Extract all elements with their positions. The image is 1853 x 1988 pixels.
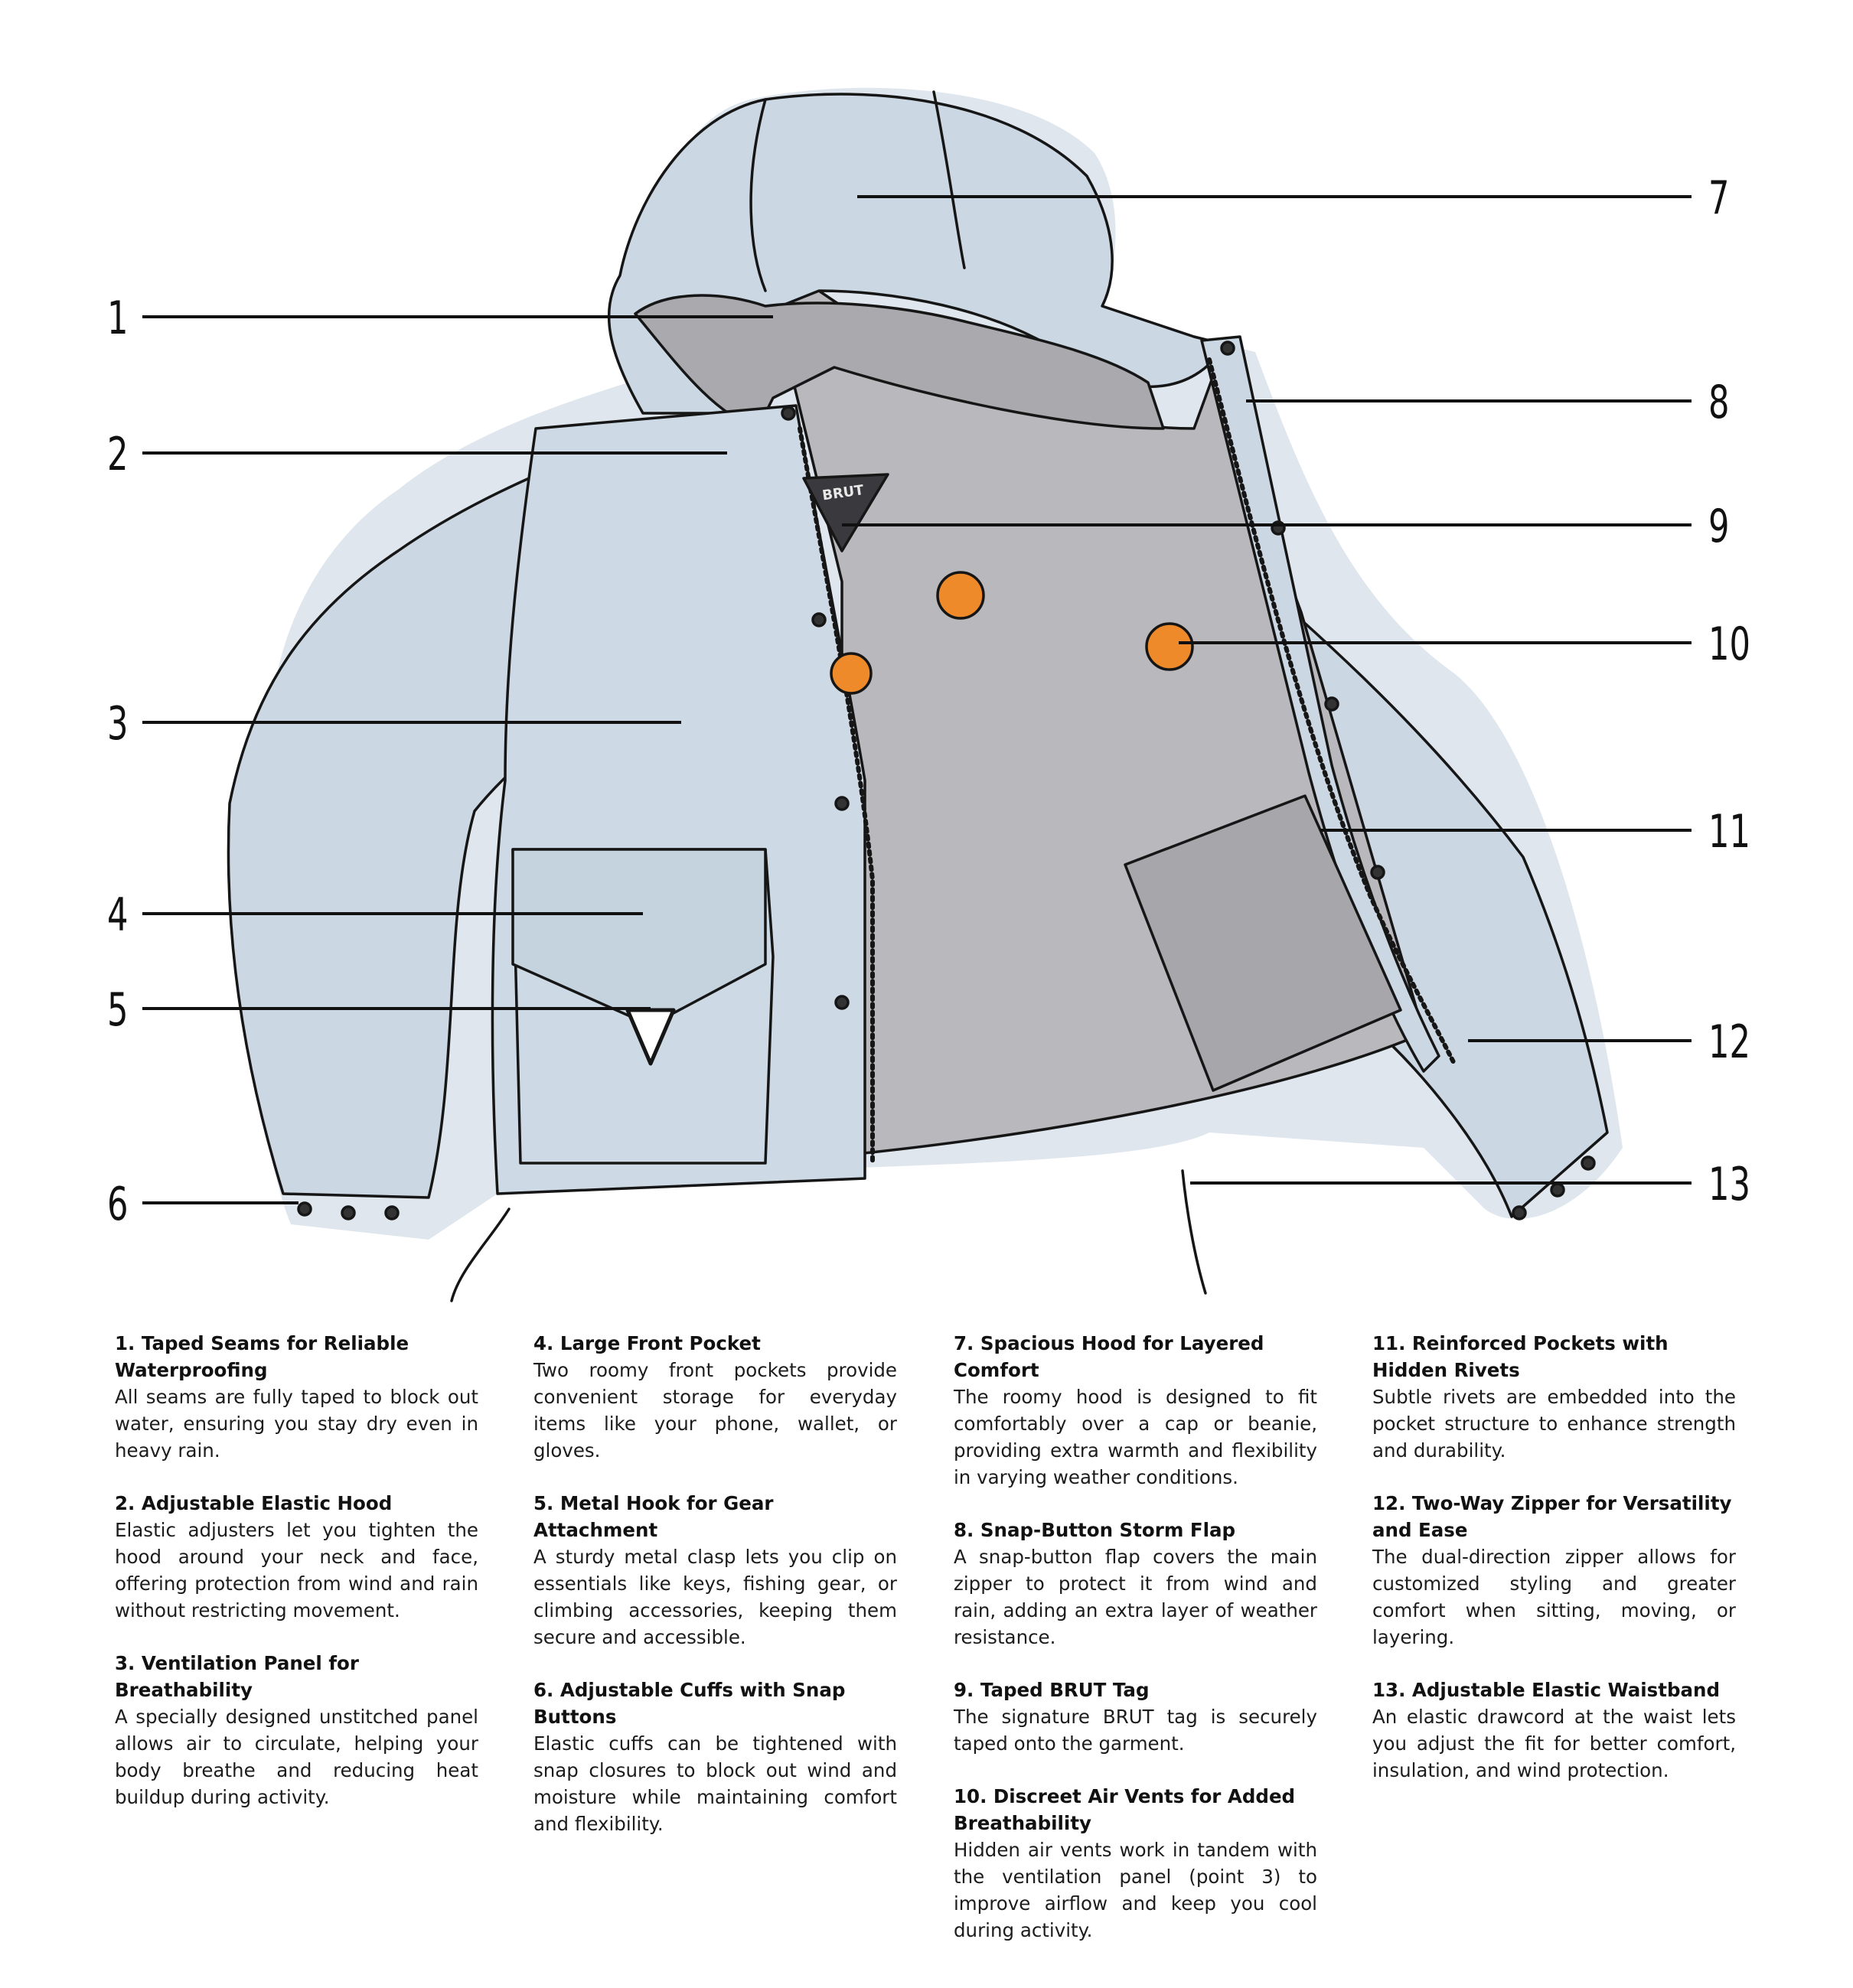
feature-body: Elastic adjusters let you tighten the hood around your neck and face, offering protection from wind and rain without restricting movement. [115,1519,478,1621]
feature-10 [954,1783,1317,1944]
feature-column-3 [954,1330,1317,1970]
brut-tag-text: BRUT [821,482,865,504]
feature-title: 9. Taped BRUT Tag [954,1679,1150,1701]
feature-title: 3. Ventilation Panel for Breathability [115,1652,359,1701]
feature-6 [533,1677,897,1837]
feature-12 [1372,1490,1736,1651]
feature-title: 13. Adjustable Elastic Waistband [1372,1679,1721,1701]
feature-body: Elastic cuffs can be tightened with snap closures to block out wind and moisture while maintaining comfort and flexibility. [533,1732,897,1835]
feature-9 [954,1677,1317,1757]
callout-number-7: 7 [1708,171,1730,225]
feature-body: An elastic drawcord at the waist lets you adjust the fit for better comfort, insulation, and wind protection. [1372,1706,1736,1781]
feature-title: 2. Adjustable Elastic Hood [115,1492,393,1514]
air-vent [938,572,984,618]
feature-title: 10. Discreet Air Vents for Added Breathability [954,1785,1296,1834]
callout-number-1: 1 [107,292,129,345]
feature-body: The dual-direction zipper allows for customized styling and greater comfort when sitting, moving, or layering. [1372,1546,1736,1648]
callout-number-9: 9 [1708,500,1730,553]
feature-column-2 [533,1330,897,1863]
feature-body: Subtle rivets are embedded into the pocket structure to enhance strength and durability. [1372,1386,1736,1462]
callout-number-13: 13 [1708,1158,1750,1211]
feature-5 [533,1490,897,1651]
feature-body: Hidden air vents work in tandem with the ventilation panel (point 3) to improve airflow and keep you cool during activity. [954,1839,1317,1941]
callout-number-6: 6 [107,1178,129,1231]
feature-body: A sturdy metal clasp lets you clip on essentials like keys, fishing gear, or climbing accessories, keeping them secure and accessible. [533,1546,897,1648]
feature-title: 1. Taped Seams for Reliable Waterproofing [115,1332,409,1381]
callout-number-5: 5 [107,983,129,1037]
callout-number-3: 3 [107,697,129,751]
feature-1 [115,1330,478,1464]
feature-11 [1372,1330,1736,1464]
feature-8 [954,1517,1317,1651]
air-vent [1147,624,1192,670]
callout-number-8: 8 [1708,376,1730,429]
feature-7 [954,1330,1317,1491]
feature-body: The roomy hood is designed to fit comfortably over a cap or beanie, providing extra warmth and flexibility in varying weather conditions. [954,1386,1317,1488]
drawcord [452,1209,509,1301]
feature-body: A specially designed unstitched panel allows air to circulate, helping your body breathe and reducing heat buildup during activity. [115,1706,478,1808]
feature-title: 4. Large Front Pocket [533,1332,761,1354]
feature-13 [1372,1677,1736,1784]
feature-body: Two roomy front pockets provide convenient storage for everyday items like your phone, wallet, or gloves. [533,1359,897,1462]
drawcord [1183,1171,1205,1293]
feature-2 [115,1490,478,1624]
feature-title: 7. Spacious Hood for Layered Comfort [954,1332,1264,1381]
air-vent [831,653,871,693]
feature-title: 5. Metal Hook for Gear Attachment [533,1492,774,1541]
feature-body: A snap-button flap covers the main zipper to protect it from wind and rain, adding an extra layer of weather resistance. [954,1546,1317,1648]
feature-4 [533,1330,897,1464]
callout-number-11: 11 [1708,805,1750,859]
callout-number-2: 2 [107,428,129,481]
feature-column-1 [115,1330,478,1836]
feature-body: All seams are fully taped to block out water, ensuring you stay dry even in heavy rain. [115,1386,478,1462]
feature-title: 8. Snap-Button Storm Flap [954,1519,1236,1541]
feature-title: 11. Reinforced Pockets with Hidden Rivets [1372,1332,1669,1381]
feature-column-4 [1372,1330,1736,1810]
callout-number-12: 12 [1708,1015,1750,1069]
feature-body: The signature BRUT tag is securely taped onto the garment. [954,1706,1317,1755]
feature-title: 12. Two-Way Zipper for Versatility and Ease [1372,1492,1732,1541]
callout-number-4: 4 [107,888,129,942]
callout-number-10: 10 [1708,618,1750,671]
feature-3 [115,1650,478,1810]
feature-title: 6. Adjustable Cuffs with Snap Buttons [533,1679,846,1728]
